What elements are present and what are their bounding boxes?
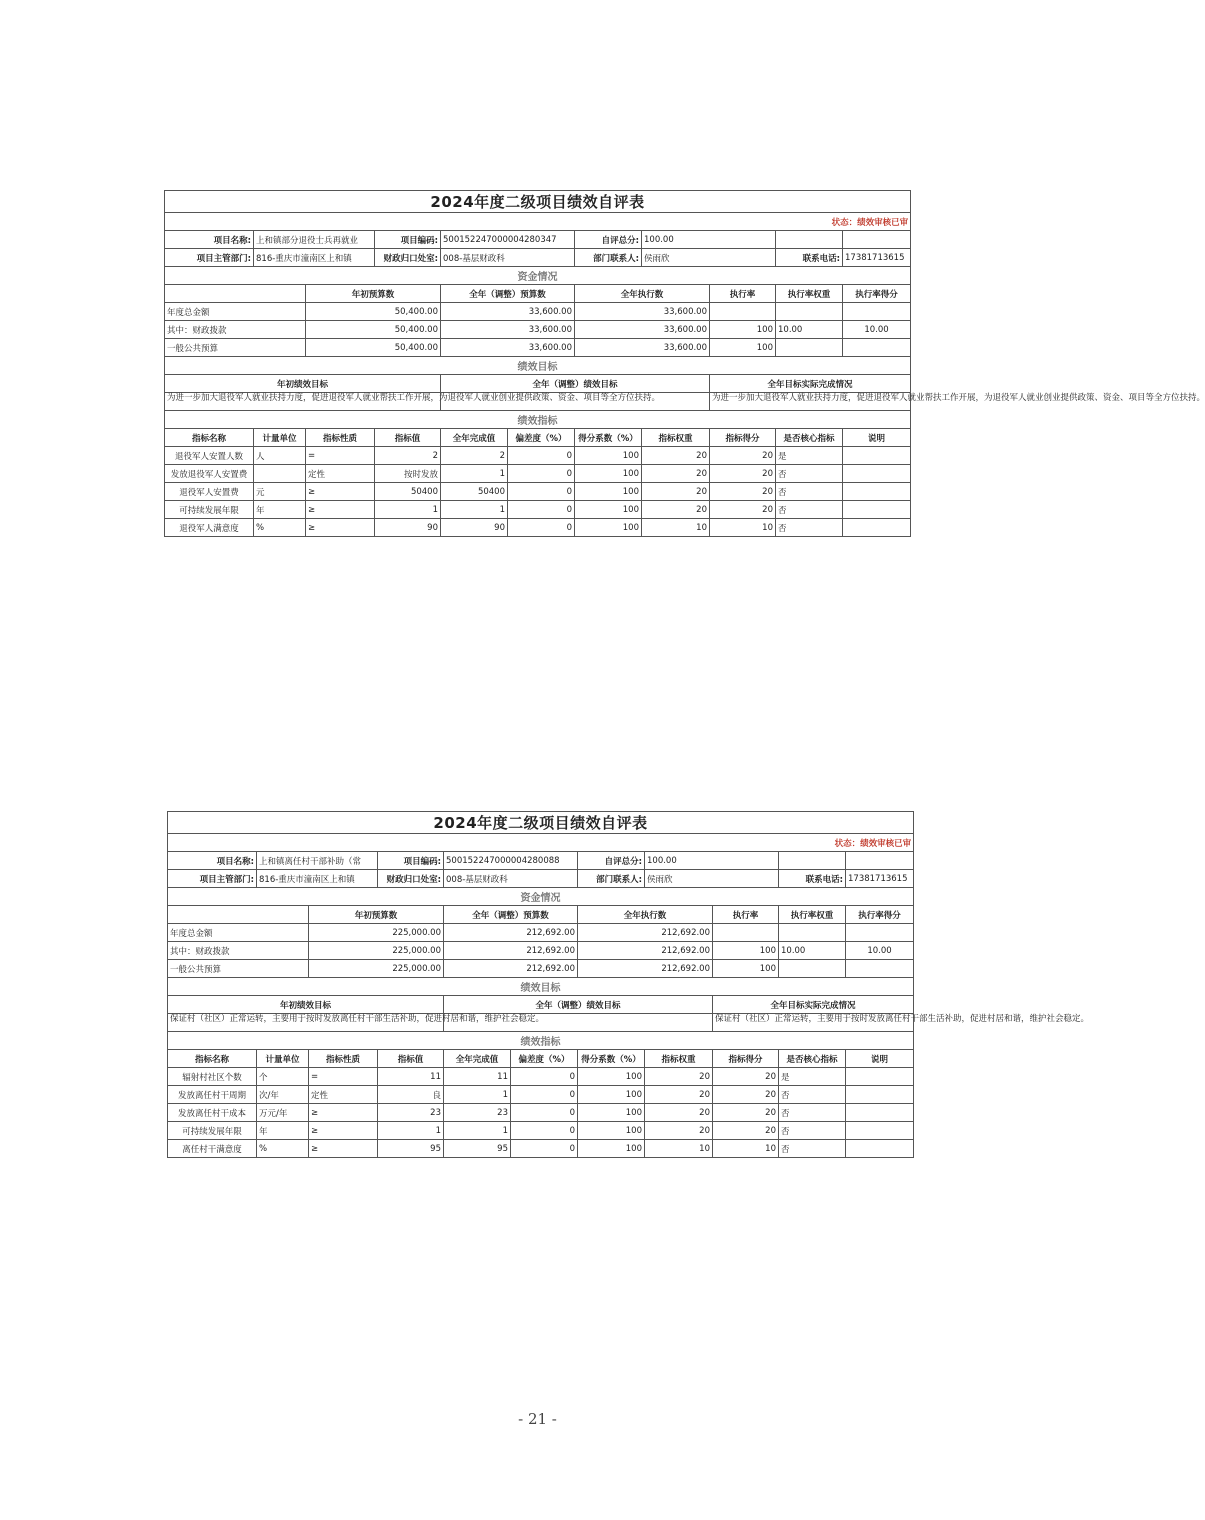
indicator-deviation: 0 [508,447,575,465]
finance-office-label: 财政归口处室: [378,870,444,888]
indicator-nature: ≥ [306,519,375,537]
self-evaluation-table [164,190,1205,537]
fund-initial: 50,400.00 [306,321,441,339]
indicator-unit: 年 [257,1122,309,1140]
indicator-coef: 100 [575,465,642,483]
indicator-header: 计量单位 [254,429,306,447]
goal-actual-text: 保证村（社区）正常运转，主要用于按时发放离任村干部生活补助，促进村居和谐，维护社会稳定。 [713,1014,914,1032]
fund-header: 执行率得分 [846,906,914,924]
goal-header: 年初绩效目标 [168,996,444,1014]
indicator-coef: 100 [578,1086,645,1104]
indicator-completed: 11 [444,1068,511,1086]
indicator-value: 50400 [375,483,441,501]
fund-initial: 50,400.00 [306,303,441,321]
indicator-header: 指标权重 [642,429,710,447]
indicator-header: 是否核心指标 [776,429,843,447]
indicator-name: 退役军人安置人数 [165,447,254,465]
goal-header: 全年（调整）绩效目标 [441,375,710,393]
project-name-value: 上和镇部分退役士兵再就业 [254,231,375,249]
indicator-header: 说明 [846,1050,914,1068]
status-label: 状态：绩效审核已审 [168,834,914,852]
fund-row-name: 一般公共预算 [168,960,309,978]
table-title: 2024年度二级项目绩效自评表 [168,812,914,834]
indicator-completed: 1 [444,1122,511,1140]
goal-header: 年初绩效目标 [165,375,441,393]
finance-office-value: 008-基层财政科 [441,249,575,267]
table-row [165,447,911,465]
fund-executed: 212,692.00 [578,924,713,942]
fund-executed: 33,600.00 [575,303,710,321]
indicator-header: 指标得分 [710,429,776,447]
fund-initial: 225,000.00 [309,942,444,960]
indicator-note [843,465,911,483]
indicator-deviation: 0 [511,1086,578,1104]
phone-label: 联系电话: [779,870,846,888]
indicator-core: 否 [776,519,843,537]
indicator-core: 否 [776,483,843,501]
fund-score [843,339,911,357]
indicator-name: 可持续发展年限 [168,1122,257,1140]
indicator-weight: 20 [645,1068,713,1086]
indicator-completed: 95 [444,1140,511,1158]
indicator-header: 是否核心指标 [779,1050,846,1068]
fund-score [843,303,911,321]
indicator-completed: 2 [441,447,508,465]
indicator-section-heading: 绩效指标 [168,1032,914,1050]
fund-adjusted: 33,600.00 [441,303,575,321]
table-row [165,483,911,501]
indicator-nature: ≥ [309,1140,378,1158]
page-number: - 21 - [518,1410,557,1428]
fund-rate: 100 [713,942,779,960]
fund-executed: 212,692.00 [578,960,713,978]
indicator-deviation: 0 [508,501,575,519]
goal-initial-text: 保证村（社区）正常运转，主要用于按时发放离任村干部生活补助，促进村居和谐，维护社会稳定。 [168,1014,444,1032]
indicator-header: 偏差度（%） [511,1050,578,1068]
dept-label: 项目主管部门: [168,870,257,888]
table-row [168,1122,914,1140]
fund-rate [710,303,776,321]
empty-cell [776,231,843,249]
indicator-unit: 年 [254,501,306,519]
indicator-header: 指标性质 [309,1050,378,1068]
indicator-deviation: 0 [511,1104,578,1122]
indicator-weight: 20 [642,501,710,519]
indicator-header: 得分系数（%） [578,1050,645,1068]
indicator-header: 指标名称 [165,429,254,447]
indicator-weight: 10 [645,1140,713,1158]
fund-header: 执行率 [710,285,776,303]
indicator-header: 指标性质 [306,429,375,447]
project-code-label: 项目编码: [378,852,444,870]
self-score-value: 100.00 [645,852,779,870]
indicator-unit: 万元/年 [257,1104,309,1122]
fund-row-name: 年度总金额 [168,924,309,942]
indicator-completed: 23 [444,1104,511,1122]
status-label: 状态：绩效审核已审 [165,213,911,231]
dept-label: 项目主管部门: [165,249,254,267]
indicator-note [846,1140,914,1158]
empty-cell [779,852,846,870]
indicator-header: 全年完成值 [441,429,508,447]
indicator-note [846,1104,914,1122]
indicator-weight: 20 [645,1086,713,1104]
contact-value: 侯雨欣 [645,870,779,888]
fund-initial: 50,400.00 [306,339,441,357]
indicator-section-heading: 绩效指标 [165,411,911,429]
indicator-note [843,519,911,537]
indicator-unit: % [257,1140,309,1158]
finance-office-value: 008-基层财政科 [444,870,578,888]
performance-table-1 [164,190,1205,537]
phone-value: 17381713615 [843,249,911,267]
indicator-name: 发放离任村干周期 [168,1086,257,1104]
fund-rate [713,924,779,942]
goal-header: 全年（调整）绩效目标 [444,996,713,1014]
indicator-value: 11 [378,1068,444,1086]
empty-cell [165,285,306,303]
phone-value: 17381713615 [846,870,914,888]
fund-header: 执行率得分 [843,285,911,303]
indicator-value: 良 [378,1086,444,1104]
indicator-nature: ≥ [306,483,375,501]
indicator-unit: 个 [257,1068,309,1086]
fund-initial: 225,000.00 [309,960,444,978]
indicator-value: 90 [375,519,441,537]
fund-score: 10.00 [843,321,911,339]
fund-score: 10.00 [846,942,914,960]
indicator-value: 按时发放 [375,465,441,483]
dept-value: 816-重庆市潼南区上和镇 [254,249,375,267]
indicator-nature: ≥ [306,501,375,519]
fund-score [846,924,914,942]
indicator-name: 发放退役军人安置费 [165,465,254,483]
indicator-deviation: 0 [511,1122,578,1140]
empty-cell [846,852,914,870]
indicator-note [846,1122,914,1140]
indicator-completed: 50400 [441,483,508,501]
indicator-weight: 20 [645,1122,713,1140]
fund-initial: 225,000.00 [309,924,444,942]
indicator-score: 20 [713,1068,779,1086]
indicator-header: 指标值 [378,1050,444,1068]
indicator-coef: 100 [575,447,642,465]
table-row [168,1140,914,1158]
indicator-deviation: 0 [511,1068,578,1086]
fund-executed: 33,600.00 [575,321,710,339]
indicator-note [843,483,911,501]
fund-row-name: 一般公共预算 [165,339,306,357]
indicator-value: 95 [378,1140,444,1158]
fund-adjusted: 33,600.00 [441,339,575,357]
fund-row-name: 其中：财政拨款 [165,321,306,339]
indicator-nature: ≥ [309,1122,378,1140]
table-row [165,519,911,537]
goal-initial-text: 为进一步加大退役军人就业扶持力度，促进退役军人就业帮扶工作开展，为退役军人就业创业提供政策、资金、项目等全方位扶持。 [165,393,441,411]
fund-executed: 33,600.00 [575,339,710,357]
self-evaluation-table [167,811,1090,1158]
indicator-header: 计量单位 [257,1050,309,1068]
indicator-nature: 定性 [309,1086,378,1104]
fund-header: 执行率 [713,906,779,924]
indicator-completed: 1 [441,465,508,483]
fund-score [846,960,914,978]
indicator-unit [254,465,306,483]
indicator-coef: 100 [578,1068,645,1086]
fund-rate: 100 [710,339,776,357]
project-code-value: 500152247000004280088 [444,852,578,870]
indicator-header: 全年完成值 [444,1050,511,1068]
indicator-weight: 20 [642,465,710,483]
indicator-coef: 100 [575,519,642,537]
fund-executed: 212,692.00 [578,942,713,960]
fund-adjusted: 212,692.00 [444,942,578,960]
indicator-score: 20 [710,501,776,519]
indicator-score: 20 [713,1086,779,1104]
indicator-core: 是 [776,447,843,465]
fund-header: 年初预算数 [309,906,444,924]
indicator-header: 指标名称 [168,1050,257,1068]
project-code-value: 500152247000004280347 [441,231,575,249]
indicator-weight: 20 [645,1104,713,1122]
table-title: 2024年度二级项目绩效自评表 [165,191,911,213]
indicator-unit: 人 [254,447,306,465]
fund-weight [776,339,843,357]
indicator-note [846,1086,914,1104]
fund-header: 全年执行数 [578,906,713,924]
indicator-core: 否 [779,1104,846,1122]
table-row [165,501,911,519]
fund-row-name: 其中：财政拨款 [168,942,309,960]
fund-section-heading: 资金情况 [168,888,914,906]
indicator-core: 否 [779,1086,846,1104]
table-row [168,1086,914,1104]
fund-weight: 10.00 [779,942,846,960]
self-score-label: 自评总分: [578,852,645,870]
indicator-core: 否 [776,501,843,519]
indicator-nature: = [306,447,375,465]
indicator-header: 说明 [843,429,911,447]
fund-rate: 100 [713,960,779,978]
goal-header: 全年目标实际完成情况 [710,375,911,393]
indicator-coef: 100 [575,483,642,501]
indicator-name: 离任村干满意度 [168,1140,257,1158]
indicator-completed: 90 [441,519,508,537]
indicator-note [846,1068,914,1086]
contact-label: 部门联系人: [575,249,642,267]
indicator-value: 2 [375,447,441,465]
indicator-header: 指标得分 [713,1050,779,1068]
empty-cell [843,231,911,249]
indicator-name: 退役军人安置费 [165,483,254,501]
indicator-nature: 定性 [306,465,375,483]
fund-weight [779,960,846,978]
fund-weight: 10.00 [776,321,843,339]
indicator-core: 是 [779,1068,846,1086]
indicator-weight: 20 [642,483,710,501]
indicator-deviation: 0 [508,519,575,537]
indicator-value: 1 [378,1122,444,1140]
indicator-value: 23 [378,1104,444,1122]
table-row [165,465,911,483]
fund-header: 全年执行数 [575,285,710,303]
indicator-header: 指标值 [375,429,441,447]
project-name-label: 项目名称: [165,231,254,249]
fund-weight [776,303,843,321]
indicator-unit: 元 [254,483,306,501]
indicator-name: 退役军人满意度 [165,519,254,537]
contact-value: 侯雨欣 [642,249,776,267]
indicator-score: 10 [713,1140,779,1158]
indicator-weight: 10 [642,519,710,537]
indicator-name: 可持续发展年限 [165,501,254,519]
indicator-core: 否 [776,465,843,483]
indicator-name: 辐射村社区个数 [168,1068,257,1086]
project-code-label: 项目编码: [375,231,441,249]
indicator-deviation: 0 [508,483,575,501]
fund-header: 执行率权重 [779,906,846,924]
fund-weight [779,924,846,942]
indicator-coef: 100 [578,1140,645,1158]
phone-label: 联系电话: [776,249,843,267]
indicator-unit: 次/年 [257,1086,309,1104]
fund-adjusted: 33,600.00 [441,321,575,339]
table-row [168,1104,914,1122]
fund-adjusted: 212,692.00 [444,924,578,942]
indicator-coef: 100 [575,501,642,519]
indicator-completed: 1 [441,501,508,519]
indicator-core: 否 [779,1122,846,1140]
goal-header: 全年目标实际完成情况 [713,996,914,1014]
indicator-coef: 100 [578,1104,645,1122]
goal-section-heading: 绩效目标 [165,357,911,375]
indicator-deviation: 0 [508,465,575,483]
performance-table-2 [167,811,1090,1158]
indicator-deviation: 0 [511,1140,578,1158]
indicator-name: 发放离任村干成本 [168,1104,257,1122]
fund-adjusted: 212,692.00 [444,960,578,978]
project-name-value: 上和镇离任村干部补助（常 [257,852,378,870]
indicator-core: 否 [779,1140,846,1158]
indicator-nature: ≥ [309,1104,378,1122]
project-name-label: 项目名称: [168,852,257,870]
goal-section-heading: 绩效目标 [168,978,914,996]
indicator-value: 1 [375,501,441,519]
indicator-note [843,447,911,465]
fund-header: 全年（调整）预算数 [441,285,575,303]
indicator-score: 20 [710,465,776,483]
fund-rate: 100 [710,321,776,339]
indicator-score: 10 [710,519,776,537]
self-score-label: 自评总分: [575,231,642,249]
self-score-value: 100.00 [642,231,776,249]
indicator-note [843,501,911,519]
indicator-coef: 100 [578,1122,645,1140]
fund-header: 年初预算数 [306,285,441,303]
indicator-completed: 1 [444,1086,511,1104]
fund-header: 执行率权重 [776,285,843,303]
indicator-weight: 20 [642,447,710,465]
indicator-score: 20 [710,483,776,501]
table-row [168,1068,914,1086]
fund-row-name: 年度总金额 [165,303,306,321]
finance-office-label: 财政归口处室: [375,249,441,267]
goal-actual-text: 为进一步加大退役军人就业扶持力度，促进退役军人就业帮扶工作开展，为退役军人就业创业提供政策、资金、项目等全方位扶持。 [710,393,911,411]
fund-header: 全年（调整）预算数 [444,906,578,924]
contact-label: 部门联系人: [578,870,645,888]
dept-value: 816-重庆市潼南区上和镇 [257,870,378,888]
indicator-score: 20 [713,1104,779,1122]
indicator-unit: % [254,519,306,537]
indicator-score: 20 [713,1122,779,1140]
fund-section-heading: 资金情况 [165,267,911,285]
indicator-header: 得分系数（%） [575,429,642,447]
indicator-score: 20 [710,447,776,465]
indicator-nature: = [309,1068,378,1086]
indicator-header: 偏差度（%） [508,429,575,447]
indicator-header: 指标权重 [645,1050,713,1068]
empty-cell [168,906,309,924]
